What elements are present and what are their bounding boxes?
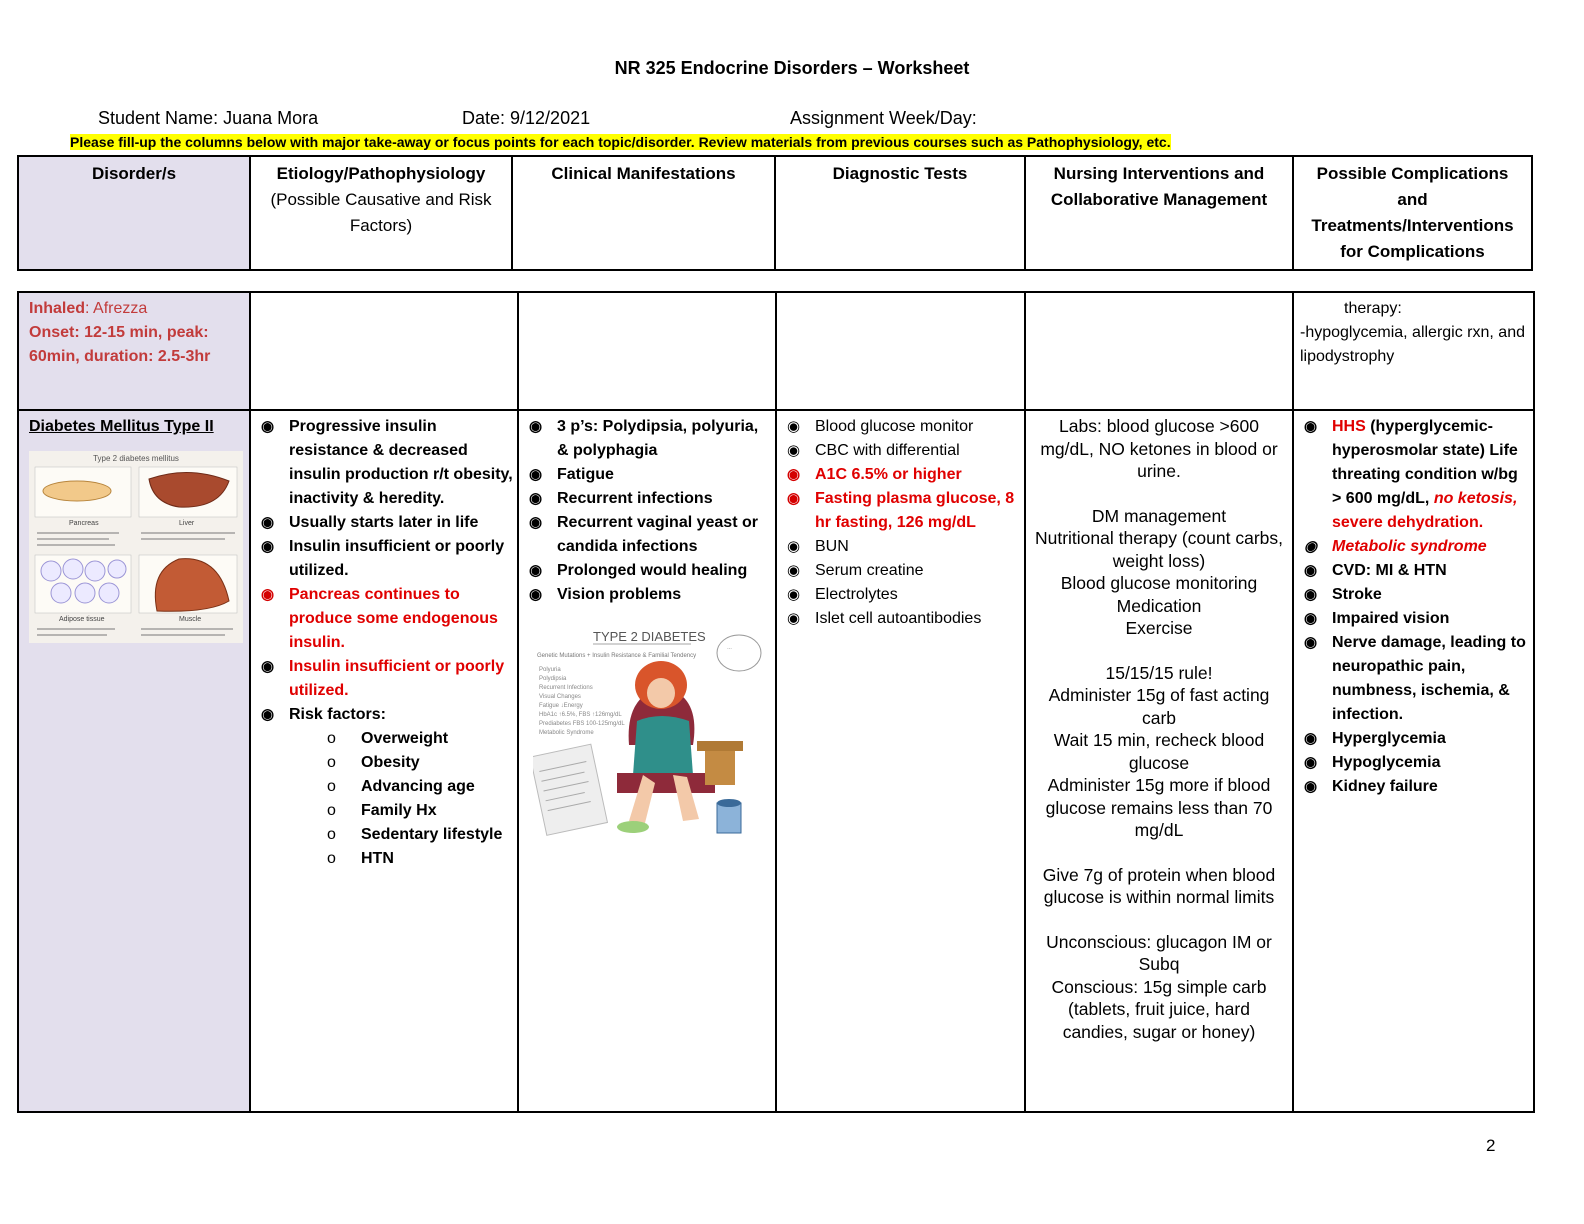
diagnostic-item: ◉ Islet cell autoantibodies	[781, 607, 1020, 631]
instructions: Please fill-up the columns below with major take-away or focus points for each topic/disorder. Review materials from previous courses such as Pathophysiology, etc.	[70, 134, 1171, 150]
header-diagnostic: Diagnostic Tests	[775, 156, 1025, 270]
complication-item: ◉ Hypoglycemia	[1298, 751, 1529, 775]
nursing-step: Administer 15g of fast acting carb	[1048, 685, 1270, 728]
page-title: NR 325 Endocrine Disorders – Worksheet	[614, 58, 970, 78]
risk-factors-list	[255, 727, 513, 871]
svg-text:…: …	[727, 645, 732, 651]
header-nursing: Nursing Interventions and Collaborative Management	[1025, 156, 1293, 270]
complication-item: ◉ Metabolic syndrome	[1298, 535, 1529, 559]
header-etiology: Etiology/Pathophysiology (Possible Causative and Risk Factors)	[250, 156, 512, 270]
etiology-item: ◉ Risk factors:	[255, 703, 513, 727]
diagnostic-item: ◉ Fasting plasma glucose, 8 hr fasting, 126 mg/dL	[781, 487, 1020, 535]
svg-text:Metabolic Syndrome: Metabolic Syndrome	[539, 730, 594, 736]
clinical-item: ◉ Recurrent vaginal yeast or candida infections	[523, 511, 771, 559]
etiology-item: ◉ Pancreas continues to produce some endogenous insulin.	[255, 583, 513, 655]
complication-item: ◉ Hyperglycemia	[1298, 727, 1529, 751]
svg-text:Type 2 diabetes mellitus: Type 2 diabetes mellitus	[93, 454, 179, 463]
inhaled-cell: Inhaled: Afrezza Onset: 12-15 min, peak: 60min, duration: 2.5-3hr	[18, 292, 250, 410]
student-name: Student Name: Juana Mora	[98, 108, 319, 128]
nursing-unconscious: Unconscious: glucagon IM or Subq	[1046, 931, 1272, 974]
svg-text:TYPE 2 DIABETES: TYPE 2 DIABETES	[593, 629, 706, 644]
svg-text:Polydipsia: Polydipsia	[539, 676, 567, 682]
nursing-rule: 15/15/15 rule!	[1105, 662, 1213, 683]
clinical-item: ◉ Prolonged would healing	[523, 559, 771, 583]
row-inhaled	[18, 292, 1534, 410]
diagnostic-item: ◉ Electrolytes	[781, 583, 1020, 607]
main-table	[17, 291, 1535, 1113]
svg-text:Liver: Liver	[179, 520, 195, 527]
diagnostic-item: ◉ Blood glucose monitor	[781, 415, 1020, 439]
complication-item: ◉ Stroke	[1298, 583, 1529, 607]
svg-text:Visual Changes: Visual Changes	[539, 694, 581, 700]
nursing-nutrition: Nutritional therapy (count carbs, weight loss)	[1034, 528, 1284, 571]
etiology-item: ◉ Progressive insulin resistance & decreased insulin production r/t obesity, inactivity & heredity.	[255, 415, 513, 511]
nursing-protein: Give 7g of protein when blood glucose is within normal limits	[1042, 864, 1276, 907]
diagnostic-item: ◉ CBC with differential	[781, 439, 1020, 463]
dm2-clinical	[518, 410, 776, 1112]
assignment-week: Assignment Week/Day:	[790, 108, 977, 128]
nursing-labs: Labs: blood glucose >600 mg/dL, NO ketones in blood or urine.	[1040, 416, 1278, 481]
dm2-title: Diabetes Mellitus Type II	[29, 418, 214, 435]
type2-diabetes-illustration	[533, 625, 763, 845]
svg-text:Muscle: Muscle	[179, 616, 202, 623]
organs-illustration	[29, 451, 243, 643]
header-complications: Possible Complications and Treatments/Interventions for Complications	[1293, 156, 1532, 270]
complication-item: ◉ Impaired vision	[1298, 607, 1529, 631]
risk-factor: o Obesity	[255, 751, 513, 775]
svg-text:Prediabetes FBS 100-125mg/dL: Prediabetes FBS 100-125mg/dL	[539, 721, 625, 727]
date: Date: 9/12/2021	[462, 108, 591, 128]
risk-factor: o Family Hx	[255, 799, 513, 823]
clinical-item: ◉ Vision problems	[523, 583, 771, 607]
etiology-item: ◉ Usually starts later in life	[255, 511, 513, 535]
dm2-diagnostic	[776, 410, 1025, 1112]
risk-factor: o Sedentary lifestyle	[255, 823, 513, 847]
page-number: 2	[1486, 1136, 1496, 1155]
complication-item: ◉ Nerve damage, leading to neuropathic pain, numbness, ischemia, & infection.	[1298, 631, 1529, 727]
svg-text:Pancreas: Pancreas	[69, 520, 99, 527]
svg-text:Recurrent Infections: Recurrent Infections	[539, 685, 593, 691]
nursing-medication: Medication	[1116, 595, 1202, 616]
svg-text:Polyuria: Polyuria	[539, 667, 561, 673]
nursing-dm-management: DM management	[1091, 505, 1227, 526]
header-clinical: Clinical Manifestations	[512, 156, 775, 270]
nursing-bg-monitoring: Blood glucose monitoring	[1060, 573, 1258, 593]
inhaled-complications: therapy: -hypoglycemia, allergic rxn, and lipodystrophy	[1293, 292, 1534, 410]
nursing-step: Wait 15 min, recheck blood glucose	[1053, 730, 1265, 773]
svg-text:Adipose tissue: Adipose tissue	[59, 616, 105, 623]
complication-hhs: ◉ HHS (hyperglycemic-hyperosmolar state) Life threating condition w/bg > 600 mg/dL, no ketosis, severe dehydration.	[1298, 415, 1529, 535]
row-dm2	[18, 410, 1534, 1112]
complication-item: ◉ CVD: MI & HTN	[1298, 559, 1529, 583]
risk-factor: o HTN	[255, 847, 513, 871]
dm2-etiology	[250, 410, 518, 1112]
clinical-item: ◉ Recurrent infections	[523, 487, 771, 511]
complication-item: ◉ Kidney failure	[1298, 775, 1529, 799]
svg-text:Fatigue ↓Energy: Fatigue ↓Energy	[539, 703, 583, 709]
risk-factor: o Advancing age	[255, 775, 513, 799]
etiology-item: ◉ Insulin insufficient or poorly utilized.	[255, 655, 513, 703]
header-disorder: Disorder/s	[18, 156, 250, 270]
dm2-nursing	[1025, 410, 1293, 1112]
nursing-conscious: Conscious: 15g simple carb (tablets, fruit juice, hard candies, sugar or honey)	[1051, 976, 1267, 1042]
header-table	[17, 155, 1533, 271]
svg-text:Genetic Mutations + Insulin Re: Genetic Mutations + Insulin Resistance & Familial Tendency	[537, 653, 697, 659]
diagnostic-item: ◉ BUN	[781, 535, 1020, 559]
diagnostic-item: ◉ A1C 6.5% or higher	[781, 463, 1020, 487]
risk-factor: o Overweight	[255, 727, 513, 751]
diagnostic-item: ◉ Serum creatine	[781, 559, 1020, 583]
nursing-exercise: Exercise	[1125, 618, 1193, 638]
svg-text:HbA1c ↑6.5%, FBS ↑126mg/dL: HbA1c ↑6.5%, FBS ↑126mg/dL	[539, 712, 622, 718]
etiology-item: ◉ Insulin insufficient or poorly utilized.	[255, 535, 513, 583]
dm2-complications	[1293, 410, 1534, 1112]
clinical-item: ◉ 3 p’s: Polydipsia, polyuria, & polyphagia	[523, 415, 771, 463]
dm2-cell	[18, 410, 250, 1112]
nursing-step: Administer 15g more if blood glucose remains less than 70 mg/dL	[1045, 775, 1273, 840]
clinical-item: ◉ Fatigue	[523, 463, 771, 487]
inhaled-onset: Onset: 12-15 min, peak: 60min, duration: 2.5-3hr	[29, 324, 211, 365]
